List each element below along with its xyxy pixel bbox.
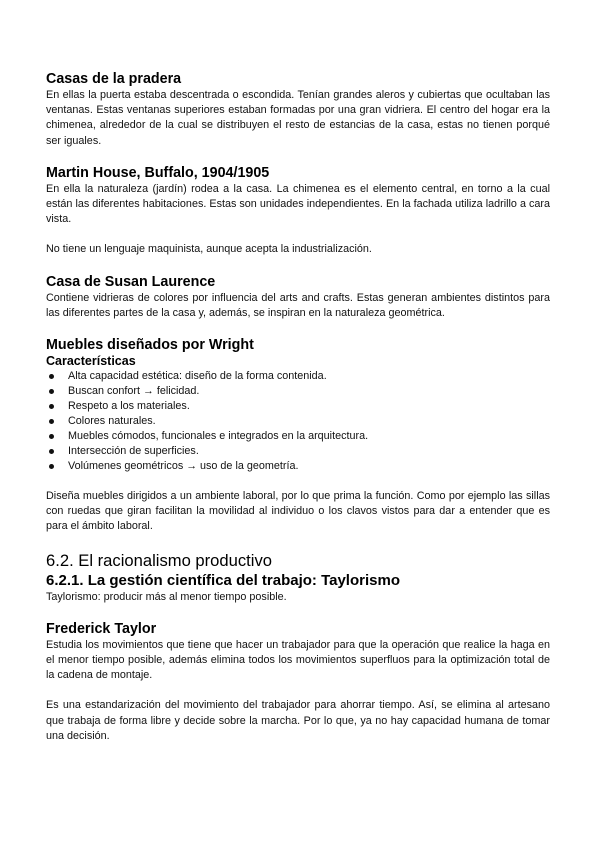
heading-muebles-wright: Muebles diseñados por Wright (46, 337, 254, 354)
bullet-icon (49, 374, 54, 379)
bullet-icon (49, 419, 54, 424)
spacer (46, 605, 550, 620)
caracteristicas-list (46, 369, 550, 474)
document-page (46, 70, 550, 744)
bullet-icon (49, 449, 54, 454)
list-item (46, 414, 550, 429)
list-item (46, 369, 550, 384)
bullet-icon (49, 389, 54, 394)
bullet-icon (49, 464, 54, 469)
paragraph-martin-house-2: No tiene un lenguaje maquinista, aunque acepta la industrialización. (46, 243, 372, 256)
paragraph-frederick-taylor-2: Es una estandarización del movimiento del trabajador para ahorrar tiempo. Así, se elimina al artesano que trabaja de forma libre y decide sobre la marcha. Por lo que, ya no hay capacidad humana de tomar una decisión. (46, 699, 550, 742)
subheading-caracteristicas: Características (46, 354, 136, 369)
list-item (46, 444, 550, 459)
heading-casas-pradera: Casas de la pradera (46, 71, 182, 87)
list-item-text: Buscan confort → felicidad. (68, 385, 200, 398)
list-item (46, 384, 550, 399)
spacer (46, 321, 550, 336)
list-item (46, 399, 550, 414)
list-item-text: Colores naturales. (68, 415, 156, 428)
heading-susan-laurence: Casa de Susan Laurence (46, 273, 216, 290)
list-item-text: Respeto a los materiales. (68, 400, 190, 413)
list-item-text: Alta capacidad estética: diseño de la forma contenida. (68, 370, 327, 383)
paragraph-muebles: Diseña muebles dirigidos a un ambiente laboral, por lo que prima la función. Como por ejemplo las sillas con ruedas que giran facilitan la movilidad al individuo o los clavos vistos para dar a entender que es para el ámbito laboral. (46, 490, 550, 533)
paragraph-susan-laurence: Contiene vidrieras de colores por influencia del arts and crafts. Estas generan ambientes distintos para las diferentes partes de la casa y, además, se inspiran en la naturaleza geométrica. (46, 291, 550, 319)
spacer (46, 535, 550, 550)
heading-taylorismo: 6.2.1. La gestión científica del trabajo: Taylorismo (46, 571, 400, 589)
list-item-text: Muebles cómodos, funcionales e integrados en la arquitectura. (68, 430, 369, 443)
spacer (46, 149, 550, 164)
paragraph-taylorismo: Taylorismo: producir más al menor tiempo posible. (46, 590, 287, 603)
spacer (46, 683, 550, 698)
paragraph-frederick-taylor: Estudia los movimientos que tiene que hacer un trabajador para que la operación que realice la haga en el menor tiempo posible, además elimina todos los movimientos superfluos para la optimización total de la cadena de montaje. (46, 638, 550, 682)
spacer (46, 474, 550, 489)
list-item (46, 459, 550, 474)
list-item-text: Volúmenes geométricos → uso de la geometría. (68, 460, 299, 473)
spacer (46, 258, 550, 273)
heading-racionalismo: 6.2. El racionalismo productivo (46, 550, 272, 570)
heading-martin-house: Martin House, Buffalo, 1904/1905 (46, 164, 270, 181)
paragraph-casas-pradera: En ellas la puerta estaba descentrada o escondida. Tenían grandes aleros y cubiertas que ocultaban las ventanas. Estas ventanas superiores estaban formadas por una gran vidriera. El centro del hogar era la chimenea, alrededor de la cual se distribuyen el resto de estancias de la casa, estas no tienen porqué ser iguales. (46, 89, 550, 147)
bullet-icon (49, 404, 54, 409)
list-item-text: Intersección de superficies. (68, 445, 199, 458)
heading-frederick-taylor: Frederick Taylor (46, 620, 157, 637)
spacer (46, 227, 550, 242)
paragraph-martin-house: En ella la naturaleza (jardín) rodea a la casa. La chimenea es el elemento central, en torno a la cual están las diferentes habitaciones. Estas son unidades independientes. En la fachada utiliza ladrillo a cara vista. (46, 182, 550, 226)
bullet-icon (49, 434, 54, 439)
list-item (46, 429, 550, 444)
